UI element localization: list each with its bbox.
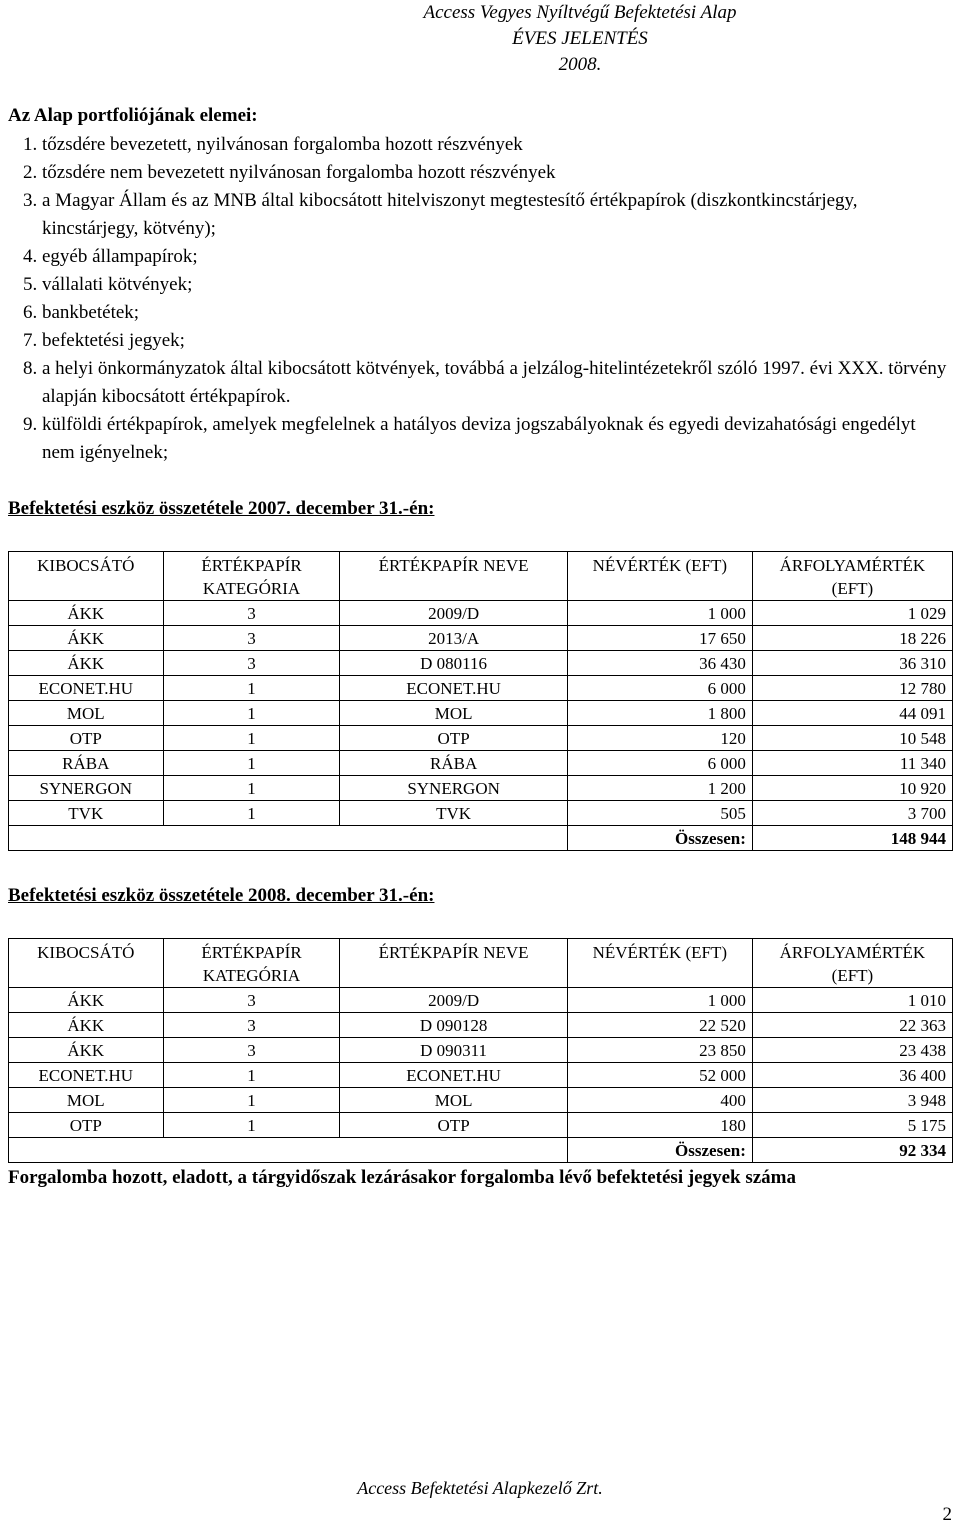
fund-name: Access Vegyes Nyíltvégű Befektetési Alap (423, 2, 737, 23)
total-value: 92 334 (752, 1138, 952, 1163)
header-issuer: KIBOCSÁTÓ (9, 939, 164, 988)
cell-name: MOL (340, 701, 567, 726)
header-market-value: ÁRFOLYAMÉRTÉK (EFT) (752, 939, 952, 988)
cell-name: OTP (340, 726, 567, 751)
cell-category: 1 (163, 676, 340, 701)
total-row (9, 1138, 953, 1163)
cell-market-value: 18 226 (752, 626, 952, 651)
cell-category: 1 (163, 1113, 340, 1138)
cell-name: 2009/D (340, 601, 567, 626)
cell-name: 2013/A (340, 626, 567, 651)
cell-issuer: ÁKK (9, 1013, 164, 1038)
list-item: 4. egyéb állampapírok; (42, 243, 953, 271)
cell-market-value: 10 920 (752, 776, 952, 801)
header-nominal: NÉVÉRTÉK (EFT) (567, 939, 752, 988)
page-number: 2 (942, 1504, 952, 1525)
table-row (9, 1038, 953, 1063)
cell-issuer: RÁBA (9, 751, 164, 776)
cell-issuer: MOL (9, 701, 164, 726)
cell-category: 1 (163, 701, 340, 726)
cell-issuer: TVK (9, 801, 164, 826)
cell-market-value: 22 363 (752, 1013, 952, 1038)
table-row (9, 626, 953, 651)
header-category: ÉRTÉKPAPÍR KATEGÓRIA (163, 552, 340, 601)
list-item: 9. külföldi értékpapírok, amelyek megfelelnek a hatályos deviza jogszabályoknak és egyedi devizahatósági engedélyt nem igényelnek; (42, 411, 953, 467)
cell-category: 3 (163, 601, 340, 626)
table-row (9, 701, 953, 726)
cell-nominal: 1 000 (567, 988, 752, 1013)
table-row (9, 801, 953, 826)
cell-name: MOL (340, 1088, 567, 1113)
holdings-table-2008 (8, 938, 953, 1163)
table-2007-title: Befektetési eszköz összetétele 2007. december 31.-én: (8, 498, 435, 519)
cell-market-value: 3 700 (752, 801, 952, 826)
header-category: ÉRTÉKPAPÍR KATEGÓRIA (163, 939, 340, 988)
cell-category: 3 (163, 651, 340, 676)
list-item: 7. befektetési jegyek; (42, 327, 953, 355)
total-label: Összesen: (567, 826, 752, 851)
cell-name: SYNERGON (340, 776, 567, 801)
list-item: 8. a helyi önkormányzatok által kibocsátott kötvények, továbbá a jelzálog-hitelintézetekről szóló 1997. évi XXX. törvény alapján kibocsátott értékpapírok. (42, 355, 953, 411)
list-item: 5. vállalati kötvények; (42, 271, 953, 299)
table-row (9, 751, 953, 776)
cell-market-value: 44 091 (752, 701, 952, 726)
cell-name: ECONET.HU (340, 676, 567, 701)
header-name: ÉRTÉKPAPÍR NEVE (340, 552, 567, 601)
list-item: 1. tőzsdére bevezetett, nyilvánosan forgalomba hozott részvények (42, 131, 953, 159)
table-row (9, 1088, 953, 1113)
table-2008-title: Befektetési eszköz összetétele 2008. december 31.-én: (8, 885, 435, 906)
header-nominal: NÉVÉRTÉK (EFT) (567, 552, 752, 601)
table-row (9, 676, 953, 701)
table-row (9, 601, 953, 626)
cell-nominal: 6 000 (567, 676, 752, 701)
cell-market-value: 36 310 (752, 651, 952, 676)
list-item: 3. a Magyar Állam és az MNB által kibocsátott hitelviszonyt megtestesítő értékpapírok (diszkontkincstárjegy, kincstárjegy, kötvény); (42, 187, 953, 243)
cell-nominal: 1 000 (567, 601, 752, 626)
cell-nominal: 180 (567, 1113, 752, 1138)
cell-category: 3 (163, 988, 340, 1013)
cell-market-value: 5 175 (752, 1113, 952, 1138)
header-issuer: KIBOCSÁTÓ (9, 552, 164, 601)
cell-issuer: SYNERGON (9, 776, 164, 801)
cell-name: 2009/D (340, 988, 567, 1013)
cell-market-value: 23 438 (752, 1038, 952, 1063)
table-row (9, 726, 953, 751)
cell-issuer: ÁKK (9, 988, 164, 1013)
cell-issuer: ECONET.HU (9, 1063, 164, 1088)
closing-heading: Forgalomba hozott, eladott, a tárgyidőszak lezárásakor forgalomba lévő befektetési jegyek száma (8, 1167, 797, 1188)
cell-market-value: 12 780 (752, 676, 952, 701)
total-blank-cell (9, 826, 568, 851)
cell-category: 3 (163, 1038, 340, 1063)
table-row (9, 988, 953, 1013)
table-row (9, 776, 953, 801)
cell-nominal: 120 (567, 726, 752, 751)
total-blank-cell (9, 1138, 568, 1163)
cell-market-value: 36 400 (752, 1063, 952, 1088)
cell-name: OTP (340, 1113, 567, 1138)
table-row (9, 651, 953, 676)
cell-market-value: 10 548 (752, 726, 952, 751)
list-item: 6. bankbetétek; (42, 299, 953, 327)
cell-category: 1 (163, 801, 340, 826)
table-row (9, 1063, 953, 1088)
cell-nominal: 22 520 (567, 1013, 752, 1038)
cell-market-value: 1 010 (752, 988, 952, 1013)
cell-issuer: OTP (9, 1113, 164, 1138)
cell-nominal: 36 430 (567, 651, 752, 676)
total-value: 148 944 (752, 826, 952, 851)
cell-category: 1 (163, 751, 340, 776)
cell-issuer: ÁKK (9, 626, 164, 651)
cell-issuer: ÁKK (9, 651, 164, 676)
cell-name: ECONET.HU (340, 1063, 567, 1088)
cell-issuer: ECONET.HU (9, 676, 164, 701)
cell-nominal: 6 000 (567, 751, 752, 776)
cell-category: 1 (163, 1088, 340, 1113)
holdings-table-2007 (8, 551, 953, 851)
cell-issuer: ÁKK (9, 601, 164, 626)
cell-category: 3 (163, 1013, 340, 1038)
cell-name: TVK (340, 801, 567, 826)
table-header-row (9, 939, 953, 988)
cell-name: D 090311 (340, 1038, 567, 1063)
cell-category: 3 (163, 626, 340, 651)
cell-nominal: 400 (567, 1088, 752, 1113)
cell-category: 1 (163, 1063, 340, 1088)
footer-company: Access Befektetési Alapkezelő Zrt. (357, 1478, 603, 1498)
total-label: Összesen: (567, 1138, 752, 1163)
cell-nominal: 52 000 (567, 1063, 752, 1088)
cell-name: D 080116 (340, 651, 567, 676)
header-market-value: ÁRFOLYAMÉRTÉK (EFT) (752, 552, 952, 601)
report-year: 2008. (558, 54, 602, 75)
total-row (9, 826, 953, 851)
list-item: 2. tőzsdére nem bevezetett nyilvánosan forgalomba hozott részvények (42, 159, 953, 187)
table-row (9, 1113, 953, 1138)
cell-name: RÁBA (340, 751, 567, 776)
cell-category: 1 (163, 776, 340, 801)
portfolio-title: Az Alap portfoliójának elemei: (8, 105, 258, 126)
cell-market-value: 11 340 (752, 751, 952, 776)
cell-market-value: 1 029 (752, 601, 952, 626)
report-type: ÉVES JELENTÉS (512, 28, 648, 49)
report-header (0, 0, 960, 78)
table-row (9, 1013, 953, 1038)
cell-nominal: 1 200 (567, 776, 752, 801)
portfolio-list (8, 131, 953, 467)
cell-issuer: OTP (9, 726, 164, 751)
cell-name: D 090128 (340, 1013, 567, 1038)
cell-nominal: 1 800 (567, 701, 752, 726)
cell-nominal: 505 (567, 801, 752, 826)
header-name: ÉRTÉKPAPÍR NEVE (340, 939, 567, 988)
cell-nominal: 23 850 (567, 1038, 752, 1063)
table-header-row (9, 552, 953, 601)
cell-issuer: MOL (9, 1088, 164, 1113)
cell-nominal: 17 650 (567, 626, 752, 651)
cell-issuer: ÁKK (9, 1038, 164, 1063)
cell-market-value: 3 948 (752, 1088, 952, 1113)
cell-category: 1 (163, 726, 340, 751)
